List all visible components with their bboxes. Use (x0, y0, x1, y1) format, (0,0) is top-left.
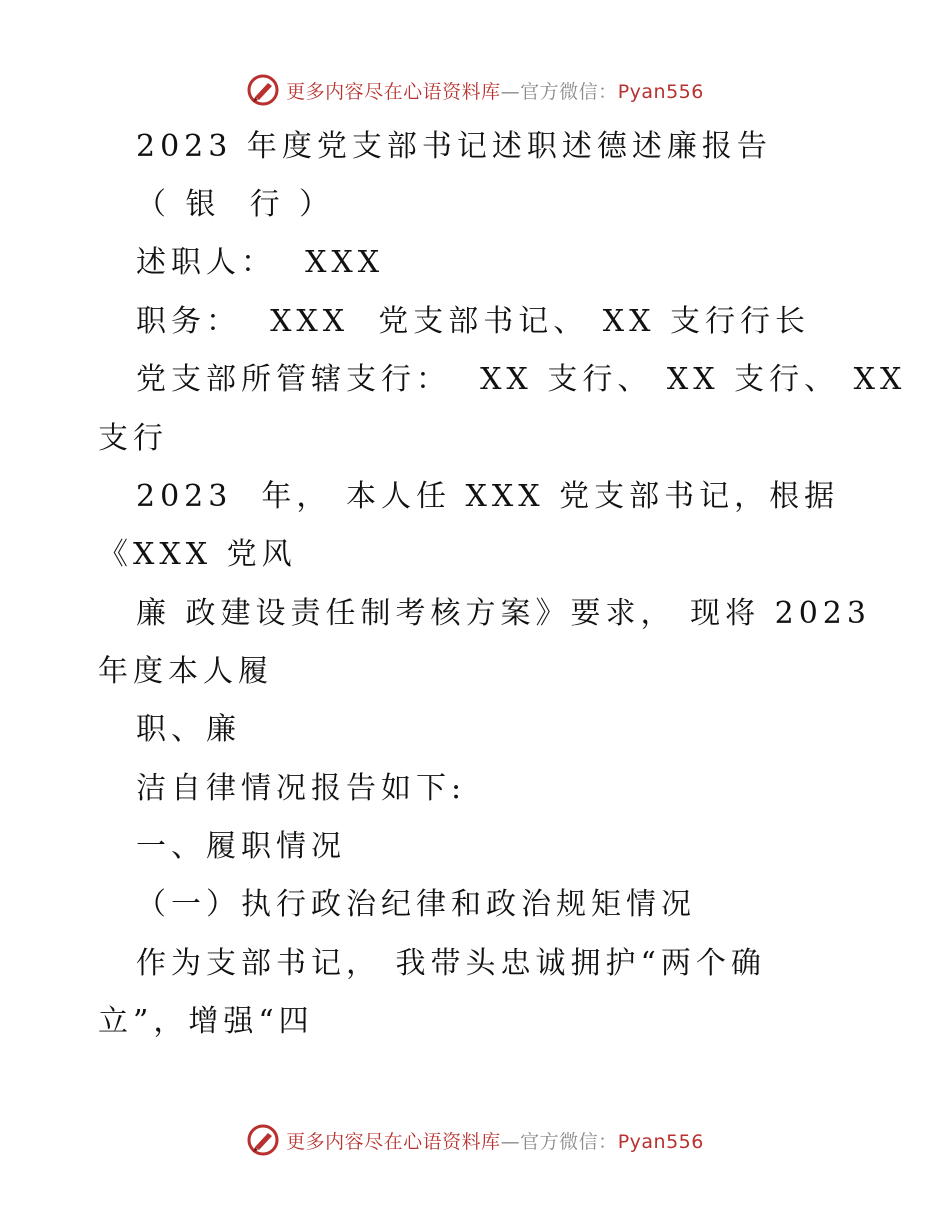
watermark-dash: — (500, 80, 521, 103)
watermark-official: 官方微信： (520, 1130, 618, 1153)
paragraph-line: 立”，增强“四 (98, 1004, 314, 1039)
paragraph-line: 作为支部书记， 我带头忠诚拥护“两个确 (136, 946, 766, 981)
watermark-wechat-id: Pyan556 (617, 80, 704, 103)
section-heading: 一、履职情况 (136, 829, 346, 864)
subsection-heading: （一）执行政治纪律和政治规矩情况 (136, 887, 696, 922)
watermark-dash: — (500, 1130, 521, 1153)
paragraph-line: 《XXX 党风 (98, 537, 297, 572)
paragraph-line: 洁自律情况报告如下: (136, 771, 467, 806)
paragraph-line: 职、廉 (136, 712, 241, 747)
reporter-line: 述职人： XXX (136, 245, 385, 280)
watermark-wechat-id: Pyan556 (617, 1130, 704, 1153)
paragraph-line: 廉 政建设责任制考核方案》要求， 现将 2023 (136, 596, 871, 631)
watermark-official: 官方微信： (520, 80, 618, 103)
position-line: 职务： XXX 党支部书记、 XX 支行行长 (136, 304, 811, 339)
watermark-text (286, 1127, 704, 1154)
watermark-banner-bottom (0, 1120, 950, 1160)
document-title: 2023 年度党支部书记述职述德述廉报告 (136, 129, 772, 164)
paragraph-line: 年度本人履 (98, 654, 273, 689)
watermark-main: 更多内容尽在心语资料库 (286, 80, 501, 103)
document-subtitle: （ 银 行 ） (136, 187, 335, 222)
branches-line: 党支部所管辖支行： XX 支行、 XX 支行、 XX (136, 362, 907, 397)
branches-line-cont: 支行 (98, 421, 168, 456)
watermark-main: 更多内容尽在心语资料库 (286, 1130, 501, 1153)
pen-logo-icon (246, 1123, 280, 1157)
paragraph-line: 2023 年， 本人任 XXX 党支部书记，根据 (136, 479, 840, 514)
